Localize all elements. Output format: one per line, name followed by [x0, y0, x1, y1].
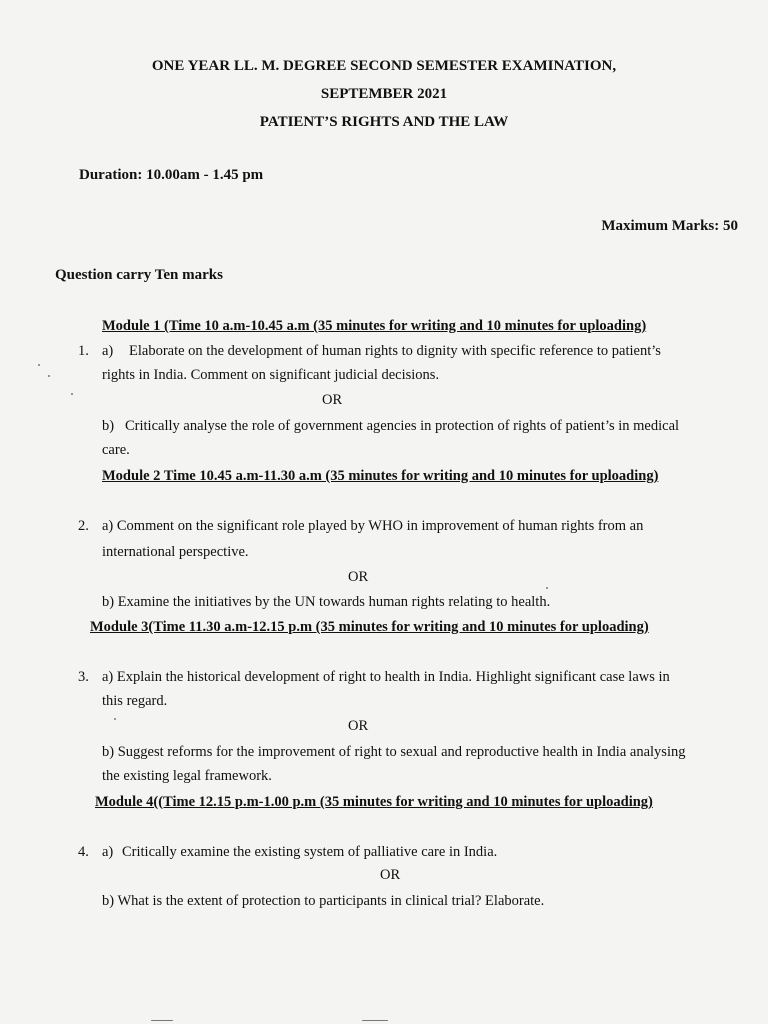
- question-4-or: OR: [380, 867, 401, 883]
- scan-speck: [38, 364, 40, 366]
- question-4a-line-1: Critically examine the existing system of palliative care in India.: [122, 844, 498, 860]
- question-2-or: OR: [348, 569, 369, 585]
- question-3b-line-2: the existing legal framework.: [102, 768, 272, 784]
- module-2-heading: Module 2 Time 10.45 a.m-11.30 a.m (35 minutes for writing and 10 minutes for uploading): [102, 468, 659, 484]
- question-2-number: 2.: [78, 518, 89, 534]
- scan-speck: [151, 1020, 173, 1021]
- max-marks-text: Maximum Marks: 50: [601, 218, 738, 234]
- question-3b-line-1: b) Suggest reforms for the improvement of right to sexual and reproductive health in India analysing: [102, 744, 686, 760]
- scan-speck: [114, 718, 116, 720]
- scan-speck: [71, 393, 73, 395]
- question-3a-line-1: a) Explain the historical development of right to health in India. Highlight significant case laws in: [102, 669, 670, 685]
- subject-title: PATIENT’S RIGHTS AND THE LAW: [259, 114, 509, 130]
- scan-speck: [546, 587, 548, 589]
- question-3-or: OR: [348, 718, 369, 734]
- question-3a-line-2: this regard.: [102, 693, 168, 709]
- question-1a-line-1: Elaborate on the development of human rights to dignity with specific reference to patient’s: [129, 343, 661, 359]
- question-2a-line-2: international perspective.: [102, 544, 249, 560]
- question-1-number: 1.: [78, 343, 89, 359]
- question-3-number: 3.: [78, 669, 89, 685]
- module-4-heading: Module 4((Time 12.15 p.m-1.00 p.m (35 minutes for writing and 10 minutes for uploading): [95, 794, 653, 810]
- question-1b-label: b): [102, 418, 115, 434]
- scan-speck: [362, 1020, 388, 1021]
- question-1a-label: a): [102, 343, 114, 359]
- question-2b-line-1: b) Examine the initiatives by the UN towards human rights relating to health.: [102, 594, 551, 610]
- question-1a-line-2: rights in India. Comment on significant judicial decisions.: [102, 367, 440, 383]
- question-1-or: OR: [322, 392, 343, 408]
- question-1b-line-2: care.: [102, 442, 130, 458]
- marks-instruction: Question carry Ten marks: [55, 267, 223, 283]
- exam-session: SEPTEMBER 2021: [320, 86, 448, 102]
- scan-speck: [48, 375, 50, 377]
- question-2a-line-1: a) Comment on the significant role played by WHO in improvement of human rights from an: [102, 518, 644, 534]
- question-1b-line-1: Critically analyse the role of government agencies in protection of rights of patient’s in medical: [125, 418, 680, 434]
- duration-text: Duration: 10.00am - 1.45 pm: [79, 167, 264, 183]
- exam-title: ONE YEAR LL. M. DEGREE SECOND SEMESTER EXAMINATION,: [151, 58, 617, 74]
- question-4a-label: a): [102, 844, 114, 860]
- question-4b-line-1: b) What is the extent of protection to participants in clinical trial? Elaborate.: [102, 893, 545, 909]
- question-4-number: 4.: [78, 844, 89, 860]
- module-1-heading: Module 1 (Time 10 a.m-10.45 a.m (35 minutes for writing and 10 minutes for uploading): [102, 318, 647, 334]
- module-3-heading: Module 3(Time 11.30 a.m-12.15 p.m (35 minutes for writing and 10 minutes for uploading): [90, 619, 649, 635]
